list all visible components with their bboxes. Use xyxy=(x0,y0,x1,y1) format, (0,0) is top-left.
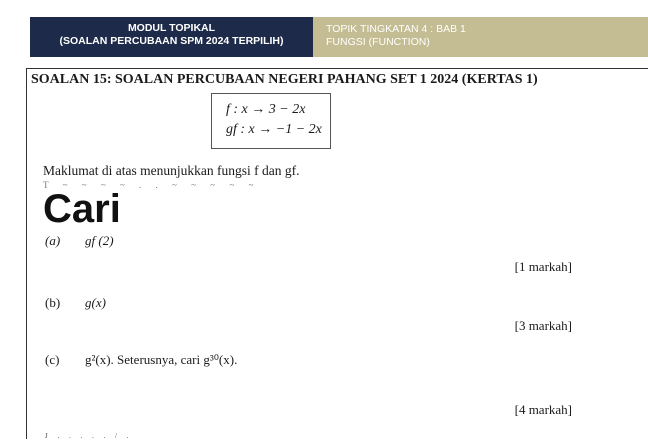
part-c-marks: [4 markah] xyxy=(514,402,572,417)
part-b-marks: [3 markah] xyxy=(514,318,572,333)
question-title: SOALAN 15: SOALAN PERCUBAAN NEGERI PAHANG SET 1 2024 (KERTAS 1) xyxy=(31,72,538,87)
module-title-line1: MODUL TOPIKAL xyxy=(127,22,216,34)
part-c-label: (c) xyxy=(45,352,60,367)
part-b-label: (b) xyxy=(45,295,61,310)
part-c-text: g²(x). Seterusnya, cari g³⁰(x). xyxy=(85,352,238,367)
function-f: f : x → 3 − 2x xyxy=(226,102,306,117)
header-module-title xyxy=(30,17,313,57)
topic-line2: FUNGSI (FUNCTION) xyxy=(326,36,430,48)
info-text: Maklumat di atas menunjukkan fungsi f dan gf. xyxy=(43,163,300,178)
header-topic xyxy=(313,17,648,57)
bottom-fragment: J . . . . . / . xyxy=(45,432,133,440)
question-panel xyxy=(26,68,648,439)
instruction-cari: Cari xyxy=(43,187,121,231)
function-gf: gf : x → −1 − 2x xyxy=(226,122,322,137)
partial-text-line: T ~ ~ ~ ~ . . ~ ~ ~ ~ ~ xyxy=(43,180,260,188)
part-a-marks: [1 markah] xyxy=(514,259,572,274)
part-a-label: (a) xyxy=(45,233,61,248)
function-box xyxy=(211,93,331,149)
part-a-text: gf (2) xyxy=(85,233,114,248)
topic-line1: TOPIK TINGKATAN 4 : BAB 1 xyxy=(326,23,466,35)
module-title-line2: (SOALAN PERCUBAAN SPM 2024 TERPILIH) xyxy=(59,35,284,47)
part-b-text: g(x) xyxy=(85,295,106,310)
